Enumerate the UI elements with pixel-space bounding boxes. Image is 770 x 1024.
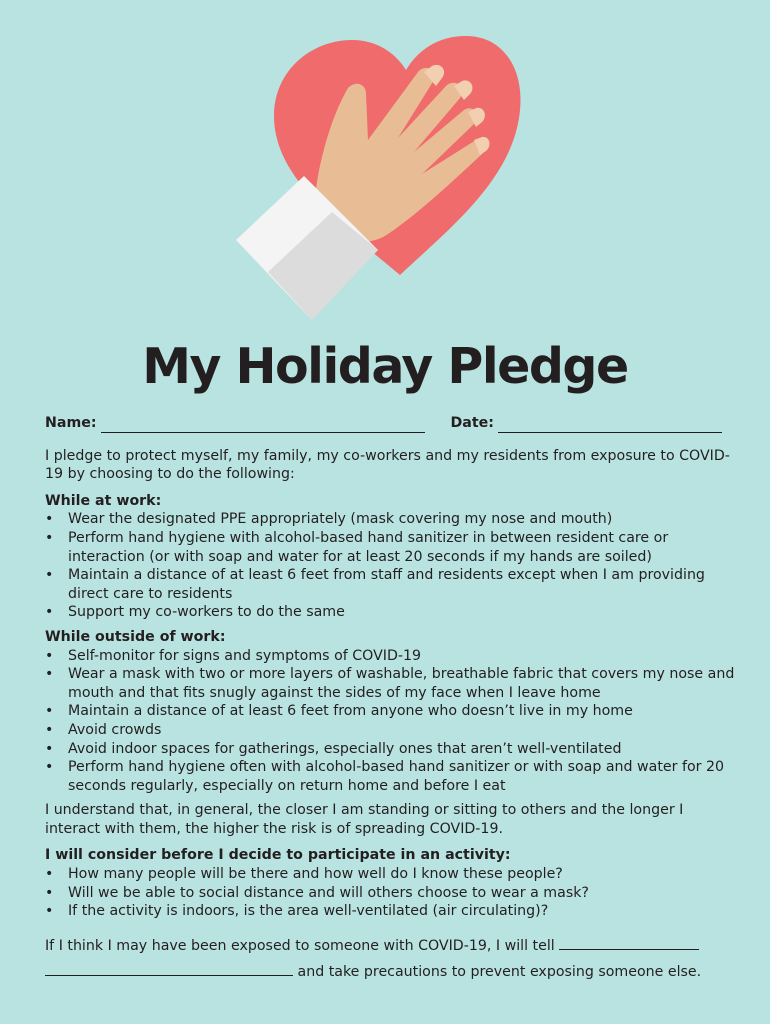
at-work-heading: While at work: — [45, 492, 162, 509]
list-item: • Maintain a distance of at least 6 feet from anyone who doesn’t live in my home — [45, 703, 633, 720]
contact-field[interactable] — [559, 937, 699, 950]
final-text-part1: If I think I may have been exposed to someone with COVID-19, I will tell — [45, 937, 555, 954]
date-field[interactable] — [498, 420, 722, 433]
list-item: • Support my co-workers to do the same — [45, 604, 345, 621]
contact-field-continued[interactable] — [45, 963, 293, 976]
outside-work-heading: While outside of work: — [45, 628, 226, 645]
consider-list — [45, 865, 735, 921]
outside-work-list — [45, 647, 735, 796]
list-item: • Avoid crowds — [45, 721, 162, 738]
at-work-list — [45, 510, 735, 622]
heart-hand-illustration — [228, 28, 528, 328]
list-item: • If the activity is indoors, is the area well-ventilated (air circulating)? — [45, 903, 549, 920]
list-item: • Perform hand hygiene often with alcohol-based hand sanitizer or with soap and water for 20 seconds regularly, especially on return home and before I eat — [45, 759, 725, 794]
page-title: My Holiday Pledge — [142, 338, 628, 395]
list-item: • Wear a mask with two or more layers of washable, breathable fabric that covers my nose and mouth and that fits snugly against the sides of my face when I leave home — [45, 666, 735, 701]
list-item: • Self-monitor for signs and symptoms of COVID-19 — [45, 647, 422, 664]
list-item: • Maintain a distance of at least 6 feet from staff and residents except when I am providing direct care to residents — [45, 567, 705, 602]
list-item: • Will we be able to social distance and will others choose to wear a mask? — [45, 884, 589, 901]
list-item: • Perform hand hygiene with alcohol-based hand sanitizer in between resident care or interaction (or with soap and water for at least 20 seconds if my hands are soiled) — [45, 529, 669, 565]
understand-text: I understand that, in general, the closer I am standing or sitting to others and the longer I interact with them, the higher the risk is of spreading COVID-19. — [45, 802, 684, 837]
intro-text: I pledge to protect myself, my family, my co-workers and my residents from exposure to COVID-19 by choosing to do the following: — [45, 447, 730, 483]
final-text-part2: and take precautions to prevent exposing someone else. — [297, 963, 702, 980]
date-label: Date: — [450, 415, 494, 431]
pledge-body — [45, 414, 735, 985]
list-item: • Wear the designated PPE appropriately (mask covering my nose and mouth) — [45, 511, 613, 528]
list-item: • Avoid indoor spaces for gatherings, especially ones that aren’t well-ventilated — [45, 740, 622, 757]
list-item: • How many people will be there and how well do I know these people? — [45, 866, 563, 883]
final-statement — [45, 933, 735, 985]
name-label: Name: — [45, 415, 97, 431]
name-field[interactable] — [101, 420, 425, 433]
consider-heading: I will consider before I decide to participate in an activity: — [45, 847, 511, 864]
form-fields — [45, 414, 735, 433]
